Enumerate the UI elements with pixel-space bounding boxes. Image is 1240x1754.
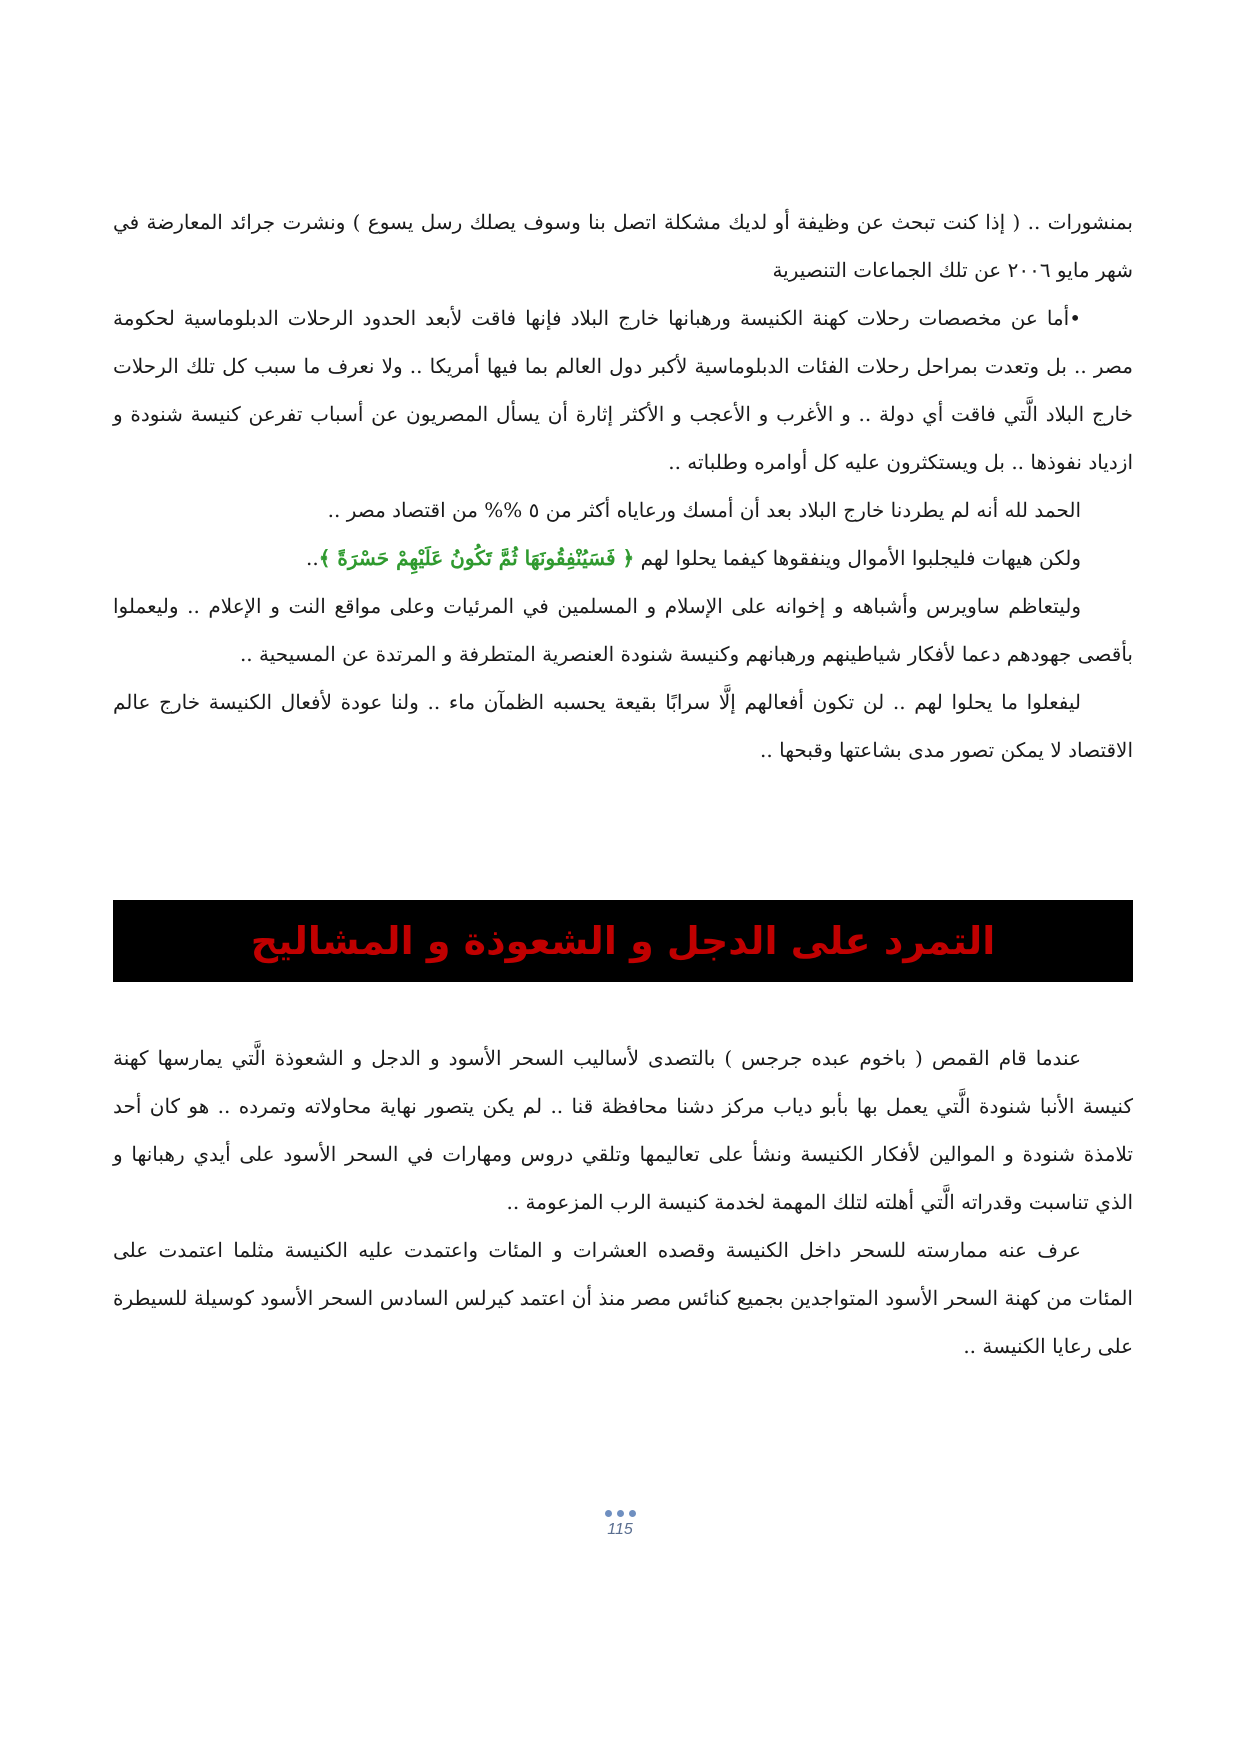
dot-icon	[629, 1510, 636, 1517]
paragraph: عرف عنه ممارسته للسحر داخل الكنيسة وقصده العشرات و المئات واعتمدت عليه الكنيسة مثلما اعتمدت على المئات من كهنة السحر الأسود المتواجدين بجميع كنائس مصر منذ أن اعتمد كيرلس السادس السحر الأسود كوسيلة للسيطرة على رعايا الكنيسة ..	[113, 1238, 1133, 1358]
quran-verse: ﴿ فَسَيُنْفِقُونَهَا ثُمَّ تَكُونُ عَلَيْهِمْ حَسْرَةً ﴾	[318, 546, 635, 570]
paragraph-text: ولكن هيهات فليجلبوا الأموال وينفقوها كيفما يحلوا لهم	[634, 546, 1081, 570]
dot-icon	[605, 1510, 612, 1517]
page-footer	[0, 1502, 1240, 1539]
section-heading-band	[113, 900, 1133, 982]
page-number: 115	[607, 1521, 633, 1538]
paragraph-text: ..	[306, 546, 319, 570]
paragraph: عندما قام القمص ( باخوم عبده جرجس ) بالتصدى لأساليب السحر الأسود و الدجل و الشعوذة الَّتي يمارسها كهنة كنيسة الأنبا شنودة الَّتي يعمل بها بأبو دياب مركز دشنا محافظة قنا .. لم يكن يتصور نهاية محاولاته وتمرده .. هو كان أحد تلامذة شنودة و الموالين لأفكار الكنيسة ونشأ على تعاليمها وتلقي دروس ومهارات في السحر الأسود على أيدي رهبانها و الذي تناسبت وقدراته الَّتي أهلته لتلك المهمة لخدمة كنيسة الرب المزعومة ..	[113, 1046, 1133, 1214]
paragraph: ليفعلوا ما يحلوا لهم .. لن تكون أفعالهم إلَّا سرابًا بقيعة يحسبه الظمآن ماء .. ولنا عودة لأفعال الكنيسة خارج عالم الاقتصاد لا يمكن تصور مدى بشاعتها وقبحها ..	[113, 690, 1133, 762]
section-title: التمرد على الدجل و الشعوذة و المشاليح	[250, 919, 996, 963]
top-text-block	[113, 198, 1133, 774]
paragraph: بمنشورات .. ( إذا كنت تبحث عن وظيفة أو لديك مشكلة اتصل بنا وسوف يصلك رسل يسوع ) ونشرت جرائد المعارضة في شهر مايو ٢٠٠٦ عن تلك الجماعات التنصيرية	[113, 210, 1133, 282]
ornament-dots-icon	[605, 1510, 636, 1517]
paragraph: الحمد لله أنه لم يطردنا خارج البلاد بعد أن أمسك ورعاياه أكثر من ٥ %% من اقتصاد مصر ..	[327, 498, 1081, 522]
bottom-text-block	[113, 1034, 1133, 1370]
paragraph: •أما عن مخصصات رحلات كهنة الكنيسة ورهبانها خارج البلاد فإنها فاقت لأبعد الحدود الرحلات الدبلوماسية لحكومة مصر .. بل وتعدت بمراحل رحلات الفئات الدبلوماسية لأكبر دول العالم بما فيها أمريكا .. ولا نعرف ما سبب كل تلك الرحلات خارج البلاد الَّتي فاقت أي دولة .. و الأغرب و الأعجب و الأكثر إثارة أن يسأل المصريون عن أسباب تفرعن كنيسة شنودة و ازدياد نفوذها .. بل ويستكثرون عليه كل أوامره وطلباته ..	[113, 306, 1133, 474]
dot-icon	[617, 1510, 624, 1517]
paragraph-with-quran-verse	[113, 534, 1133, 582]
paragraph: وليتعاظم ساويرس وأشباهه و إخوانه على الإسلام و المسلمين في المرئيات وعلى مواقع النت و الإعلام .. وليعملوا بأقصى جهودهم دعما لأفكار شياطينهم ورهبانهم وكنيسة شنودة العنصرية المتطرفة و المرتدة عن المسيحية ..	[113, 594, 1133, 666]
